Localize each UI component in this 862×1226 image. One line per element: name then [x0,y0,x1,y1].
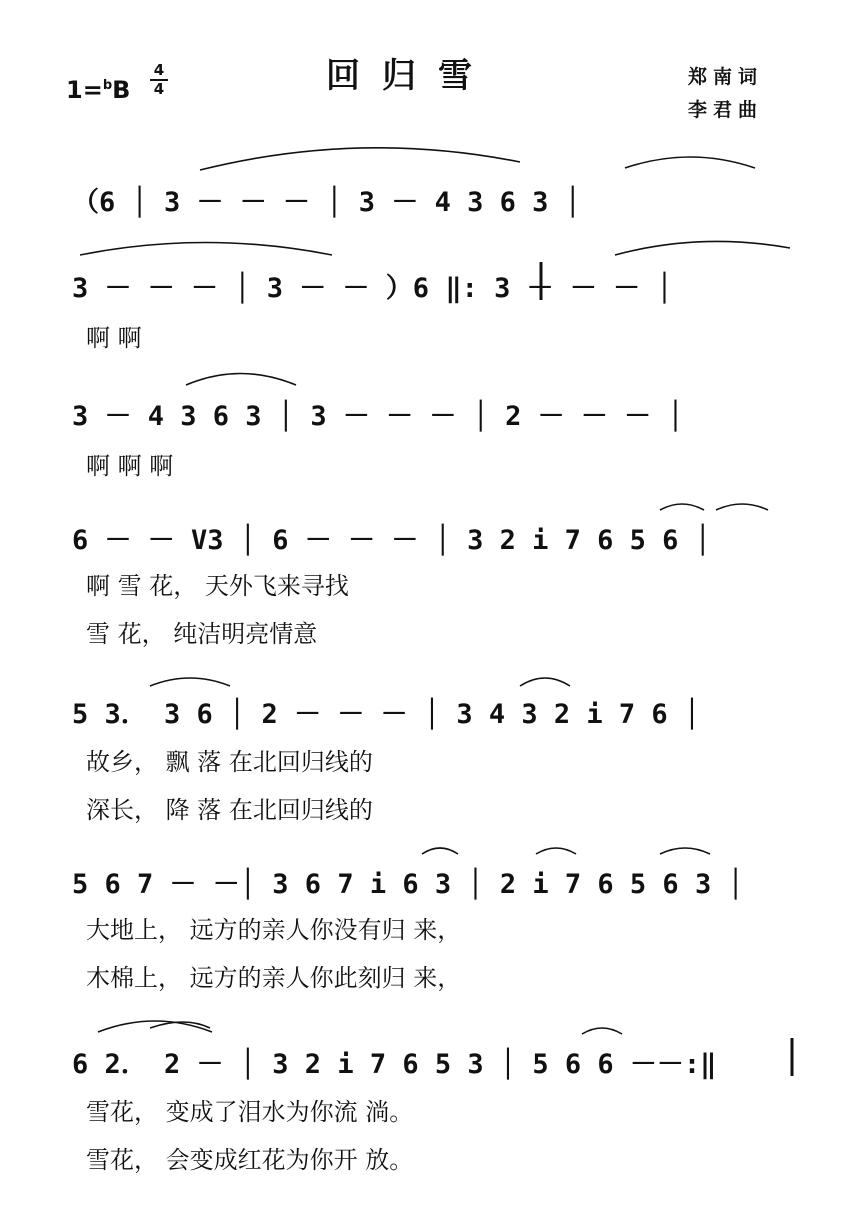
lyrics-line-1: 啊 雪 花， 天外飞来寻找 [86,572,349,600]
slur-arc [536,848,576,854]
slur-arc [520,678,570,686]
slur-arc [660,848,710,854]
key-note: B [112,76,131,104]
lyrics-line-2: 雪 花， 纯洁明亮情意 [86,620,318,648]
slur-arc [186,374,296,386]
time-top: 4 [153,61,165,79]
time-bottom: 4 [153,80,165,98]
notation-line: 5 6 7 － －│ 3 6 7 i 6 3 │ 2 i 7 6 5 6 3 │ [72,869,744,900]
slur-arc [422,848,458,854]
tie-arc [150,678,230,686]
notation-line: 6 2． 2 － │ 3 2 i 7 6 5 3 │ 5 6 6 －－:‖ [72,1049,717,1080]
lyrics-line-2: 雪花， 会变成红花为你开 放。 [86,1146,414,1174]
lyrics-line-1: 故乡， 飘 落 在北回归线的 [86,748,373,776]
lyrics-line-1: 大地上， 远方的亲人你没有归 来， [86,916,462,944]
lyrics-line-1: 啊 啊 [86,324,142,352]
flat-sign: b [102,78,113,93]
slur-arc [582,1028,622,1034]
notation-line: 3 － 4 3 6 3 │ 3 － － － │ 2 － － － │ [72,401,684,432]
page-title: 回归雪 [326,56,494,96]
slur-arc [660,504,704,510]
lyrics-line-2: 木棉上， 远方的亲人你此刻归 来， [86,964,462,992]
tie-arc [200,148,520,170]
composer-credit: 李君曲 [688,99,764,121]
lyrics-line-2: 深长， 降 落 在北回归线的 [86,796,373,824]
notation-line: 3 － － － │ 3 － － ）6 ‖: 3 － － － │ [72,273,673,304]
tie-arc [615,241,790,255]
slur-arc [625,157,755,168]
slur-arc [716,504,768,510]
lyricist-credit: 郑南词 [688,66,764,88]
notation-line: 6 － － V3 │ 6 － － － │ 3 2 i 7 6 5 6 │ [72,525,711,556]
lyrics-line-1: 啊 啊 啊 [86,452,174,480]
key-prefix: 1= [66,76,103,104]
notation-line: 5 3． 3 6 │ 2 － － － │ 3 4 3 2 i 7 6 │ [72,699,701,730]
notation-line: （6 │ 3 － － － │ 3 － 4 3 6 3 │ [72,187,581,218]
tie-arc [80,243,332,256]
lyrics-line-1: 雪花， 变成了泪水为你流 淌。 [86,1098,414,1126]
